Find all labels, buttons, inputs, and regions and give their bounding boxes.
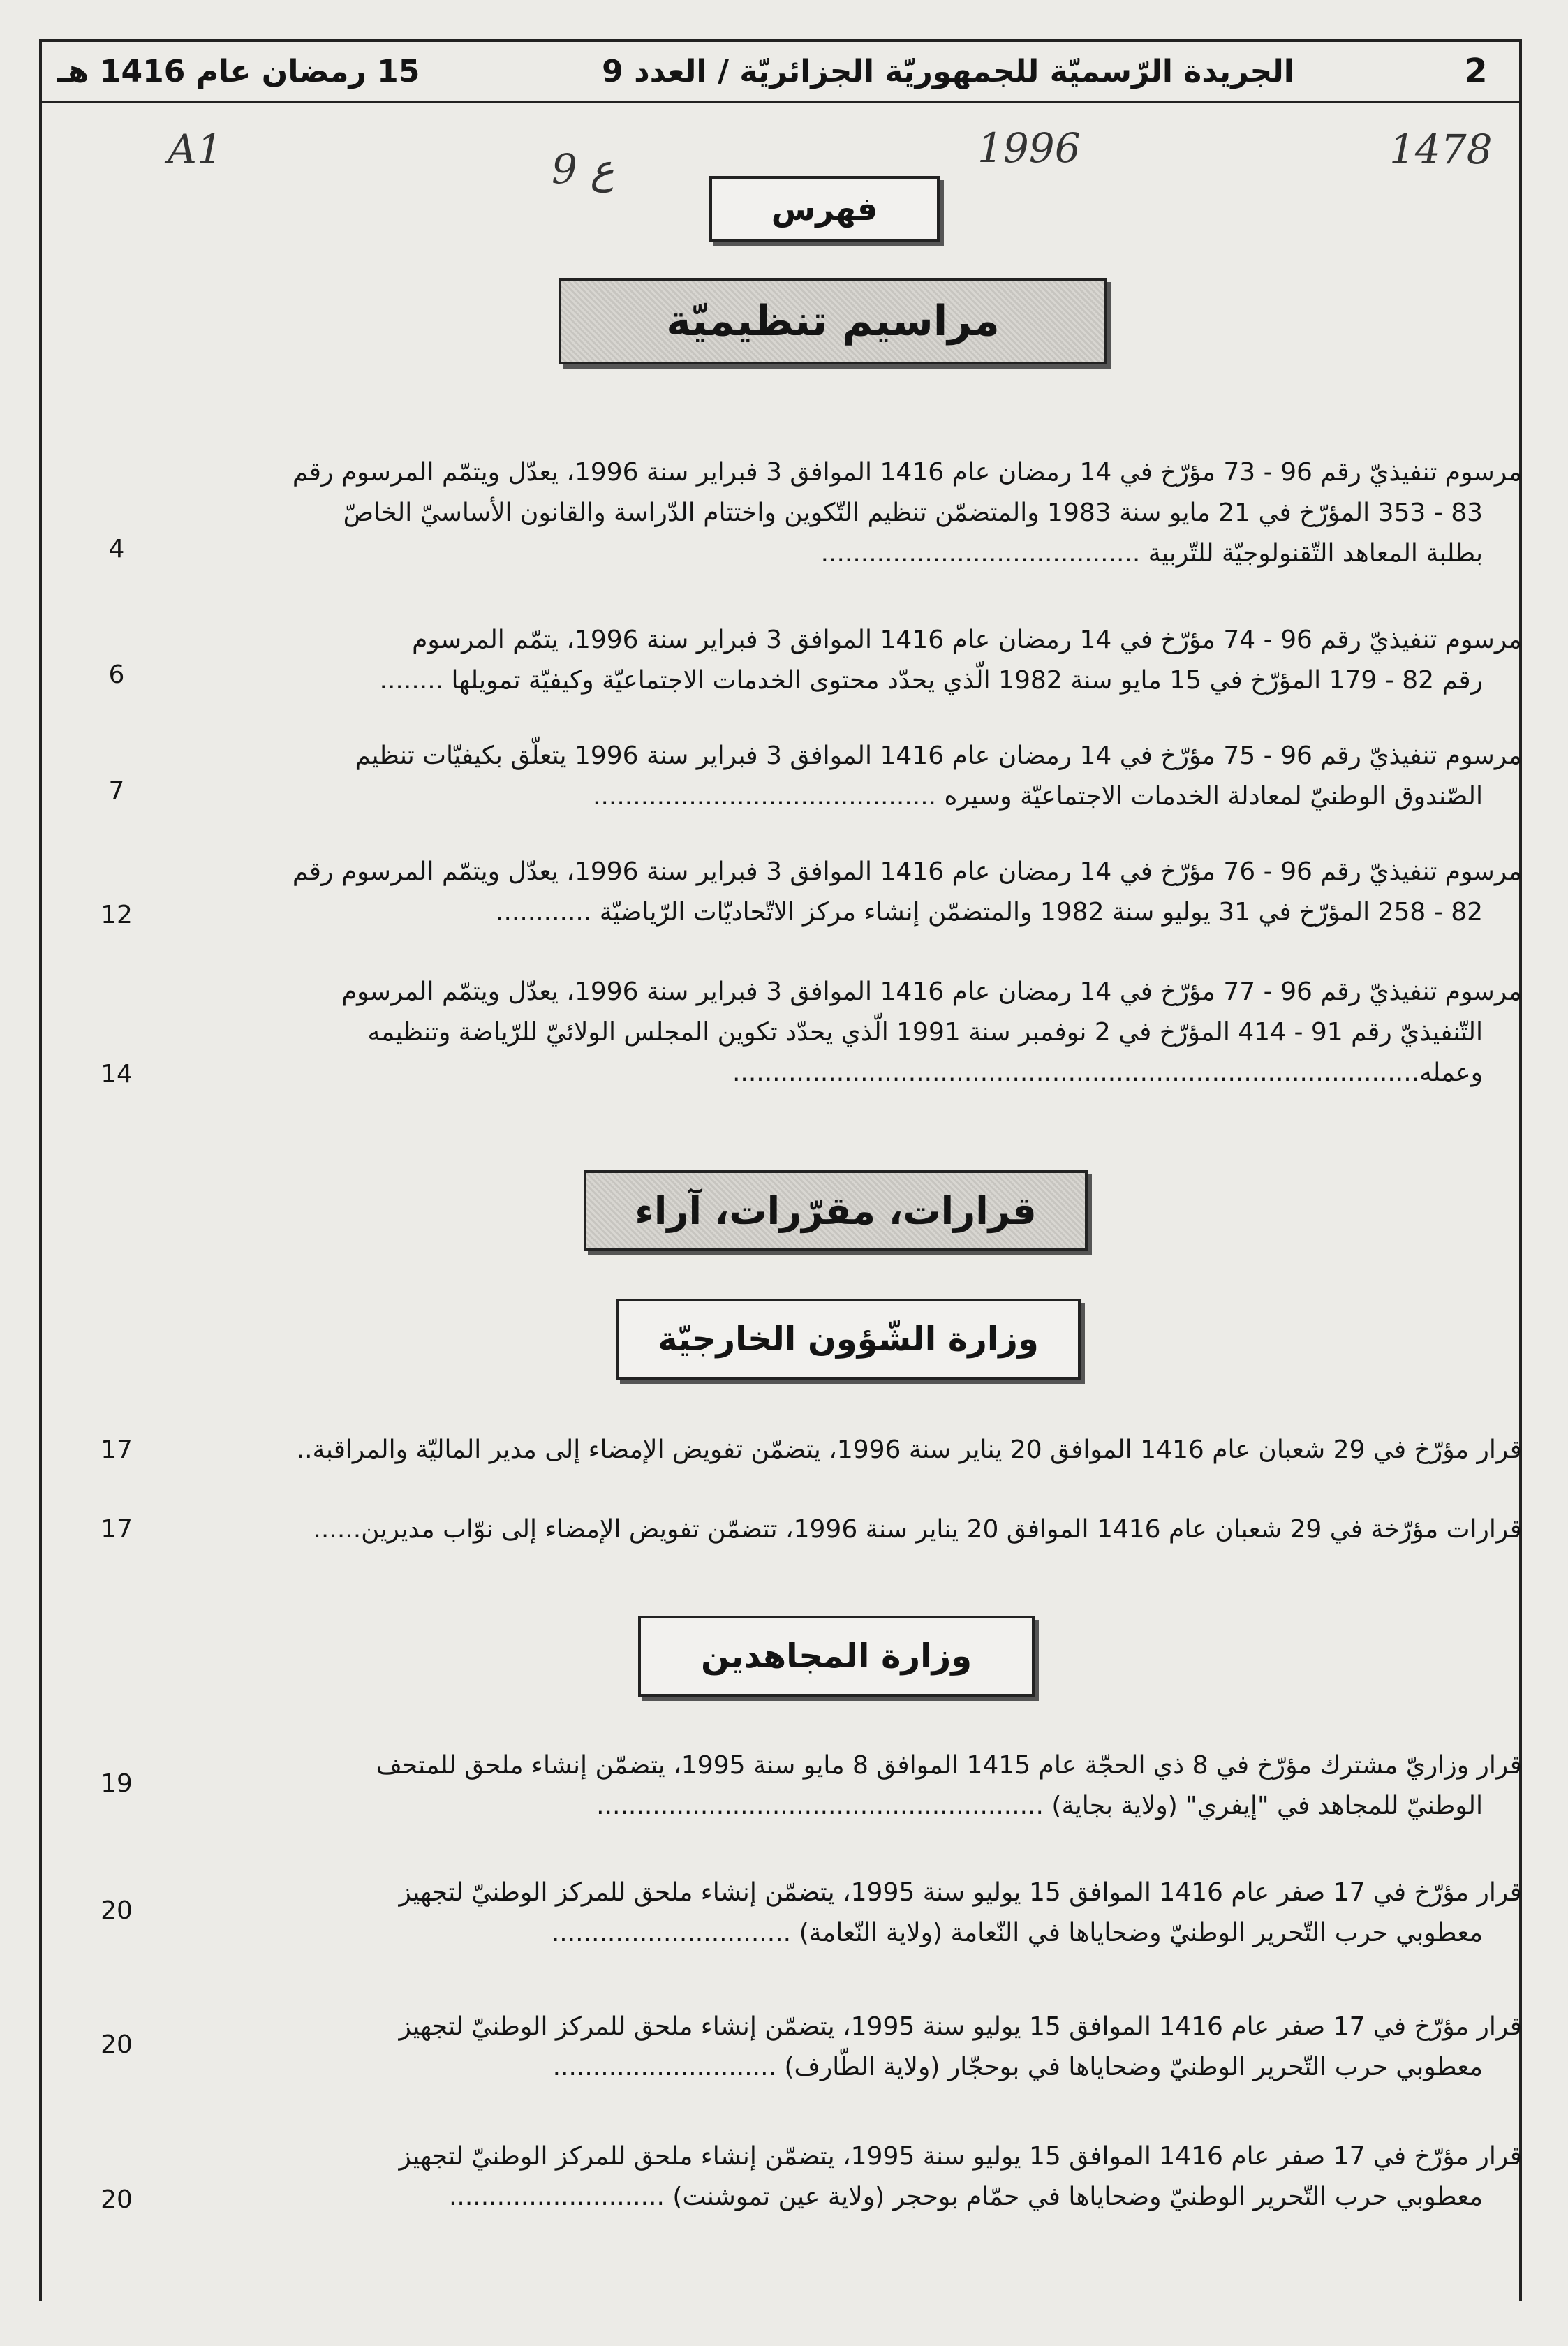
handwritten-note-issue: ع 9 (552, 145, 614, 193)
page-ref: 14 (101, 1060, 133, 1089)
entry-line: مرسوم تنفيذيّ رقم 96 - 74 مؤرّخ في 14 رمضان عام 1416 الموافق 3 فبراير سنة 1996، يتمّم المرسوم (412, 626, 1522, 654)
page-ref: 19 (101, 1769, 133, 1798)
list-item (84, 736, 1522, 817)
list-item (84, 620, 1522, 701)
page-ref: 17 (101, 1436, 133, 1464)
entry-line: 82 - 258 المؤرّخ في 31 يوليو سنة 1982 والمتضمّن إنشاء مركز الاتّحاديّات الرّياضيّة ............ (496, 898, 1483, 927)
list-item (84, 1873, 1522, 1954)
page-header (39, 39, 1522, 103)
entry-line: 83 - 353 المؤرّخ في 21 مايو سنة 1983 والمتضمّن تنظيم التّكوين واختتام الدّراسة والقانون الأساسيّ الخاصّ (343, 499, 1483, 527)
entry-line: مرسوم تنفيذيّ رقم 96 - 77 مؤرّخ في 14 رمضان عام 1416 الموافق 3 فبراير سنة 1996، يعدّل ويتمّم المرسوم (341, 978, 1522, 1006)
entry-line: بطلبة المعاهد التّقنولوجيّة للتّربية ........................................ (820, 539, 1483, 568)
entry-line: الصّندوق الوطنيّ لمعادلة الخدمات الاجتماعيّة وسيره ........................................... (593, 782, 1483, 811)
entry-line: قرارات مؤرّخة في 29 شعبان عام 1416 الموافق 20 يناير سنة 1996، تتضمّن تفويض الإمضاء إلى نوّاب مديرين...... (313, 1515, 1522, 1544)
list-item (84, 1746, 1522, 1827)
entry-line: قرار مؤرّخ في 17 صفر عام 1416 الموافق 15 يوليو سنة 1995، يتضمّن إنشاء ملحق للمركز الوطنيّ لتجهيز (399, 1878, 1522, 1907)
handwritten-note-year: 1996 (977, 124, 1081, 172)
page-ref: 6 (108, 661, 125, 689)
list-item (84, 452, 1522, 574)
page-ref: 20 (101, 2185, 133, 2214)
entry-line: رقم 82 - 179 المؤرّخ في 15 مايو سنة 1982 الّذي يحدّد محتوى الخدمات الاجتماعيّة وكيفيّة تمويلها ........ (379, 666, 1483, 695)
entry-line: معطوبي حرب التّحرير الوطنيّ وضحاياها في حمّام بوحجر (ولاية عين تموشنت) ........................... (448, 2183, 1483, 2211)
ministry-mujahideen-title: وزارة المجاهدين (638, 1616, 1035, 1697)
page-ref: 20 (101, 2030, 133, 2059)
issue-date: 15 رمضان عام 1416 هـ (57, 53, 420, 89)
ministry-foreign-affairs-title: وزارة الشّؤون الخارجيّة (616, 1299, 1081, 1380)
list-item (84, 1430, 1522, 1470)
entry-line: التّنفيذيّ رقم 91 - 414 المؤرّخ في 2 نوفمبر سنة 1991 الّذي يحدّد تكوين المجلس الولائيّ للرّياضة وتنظيمه (367, 1018, 1483, 1047)
page-ref: 20 (101, 1896, 133, 1925)
entry-line: قرار وزاريّ مشترك مؤرّخ في 8 ذي الحجّة عام 1415 الموافق 8 مايو سنة 1995، يتضمّن إنشاء ملحق للمتحف (376, 1751, 1522, 1780)
handwritten-note-1478: 1478 (1389, 126, 1493, 173)
list-item (84, 2007, 1522, 2088)
list-item (84, 1510, 1522, 1550)
entry-line: معطوبي حرب التّحرير الوطنيّ وضحاياها في النّعامة (ولاية النّعامة) .............................. (551, 1919, 1483, 1947)
entry-line: الوطنيّ للمجاهد في "إيفري" (ولاية بجاية) ........................................................ (596, 1792, 1483, 1820)
page-ref: 4 (108, 535, 125, 563)
entry-line: مرسوم تنفيذيّ رقم 96 - 75 مؤرّخ في 14 رمضان عام 1416 الموافق 3 فبراير سنة 1996 يتعلّق بكيفيّات تنظيم (355, 742, 1522, 770)
list-item (84, 972, 1522, 1093)
handwritten-note-a1: A1 (168, 126, 223, 173)
page-number: 2 (1464, 52, 1488, 91)
entry-line: مرسوم تنفيذيّ رقم 96 - 76 مؤرّخ في 14 رمضان عام 1416 الموافق 3 فبراير سنة 1996، يعدّل ويتمّم المرسوم رقم (292, 857, 1522, 886)
index-title: فهرس (709, 176, 940, 242)
entry-line: مرسوم تنفيذيّ رقم 96 - 73 مؤرّخ في 14 رمضان عام 1416 الموافق 3 فبراير سنة 1996، يعدّل ويتمّم المرسوم رقم (292, 458, 1522, 487)
decrees-section-title: مراسيم تنظيميّة (559, 278, 1107, 364)
entry-line: قرار مؤرّخ في 29 شعبان عام 1416 الموافق 20 يناير سنة 1996، يتضمّن تفويض الإمضاء إلى مدير الماليّة والمراقبة.. (296, 1436, 1522, 1464)
entry-line: قرار مؤرّخ في 17 صفر عام 1416 الموافق 15 يوليو سنة 1995، يتضمّن إنشاء ملحق للمركز الوطنيّ لتجهيز (399, 2142, 1522, 2171)
list-item (84, 2137, 1522, 2218)
page-ref: 17 (101, 1515, 133, 1544)
entry-line: معطوبي حرب التّحرير الوطنيّ وضحاياها في بوحجّار (ولاية الطّارف) ............................ (552, 2053, 1483, 2081)
gazette-title: الجريدة الرّسميّة للجمهوريّة الجزائريّة / العدد 9 (602, 53, 1294, 89)
list-item (84, 852, 1522, 933)
decisions-section-title: قرارات، مقرّرات، آراء (584, 1170, 1088, 1251)
page-ref: 7 (108, 776, 125, 805)
page-ref: 12 (101, 901, 133, 929)
entry-line: قرار مؤرّخ في 17 صفر عام 1416 الموافق 15 يوليو سنة 1995، يتضمّن إنشاء ملحق للمركز الوطنيّ لتجهيز (399, 2012, 1522, 2041)
entry-line: وعمله...................................................................................... (732, 1058, 1483, 1087)
